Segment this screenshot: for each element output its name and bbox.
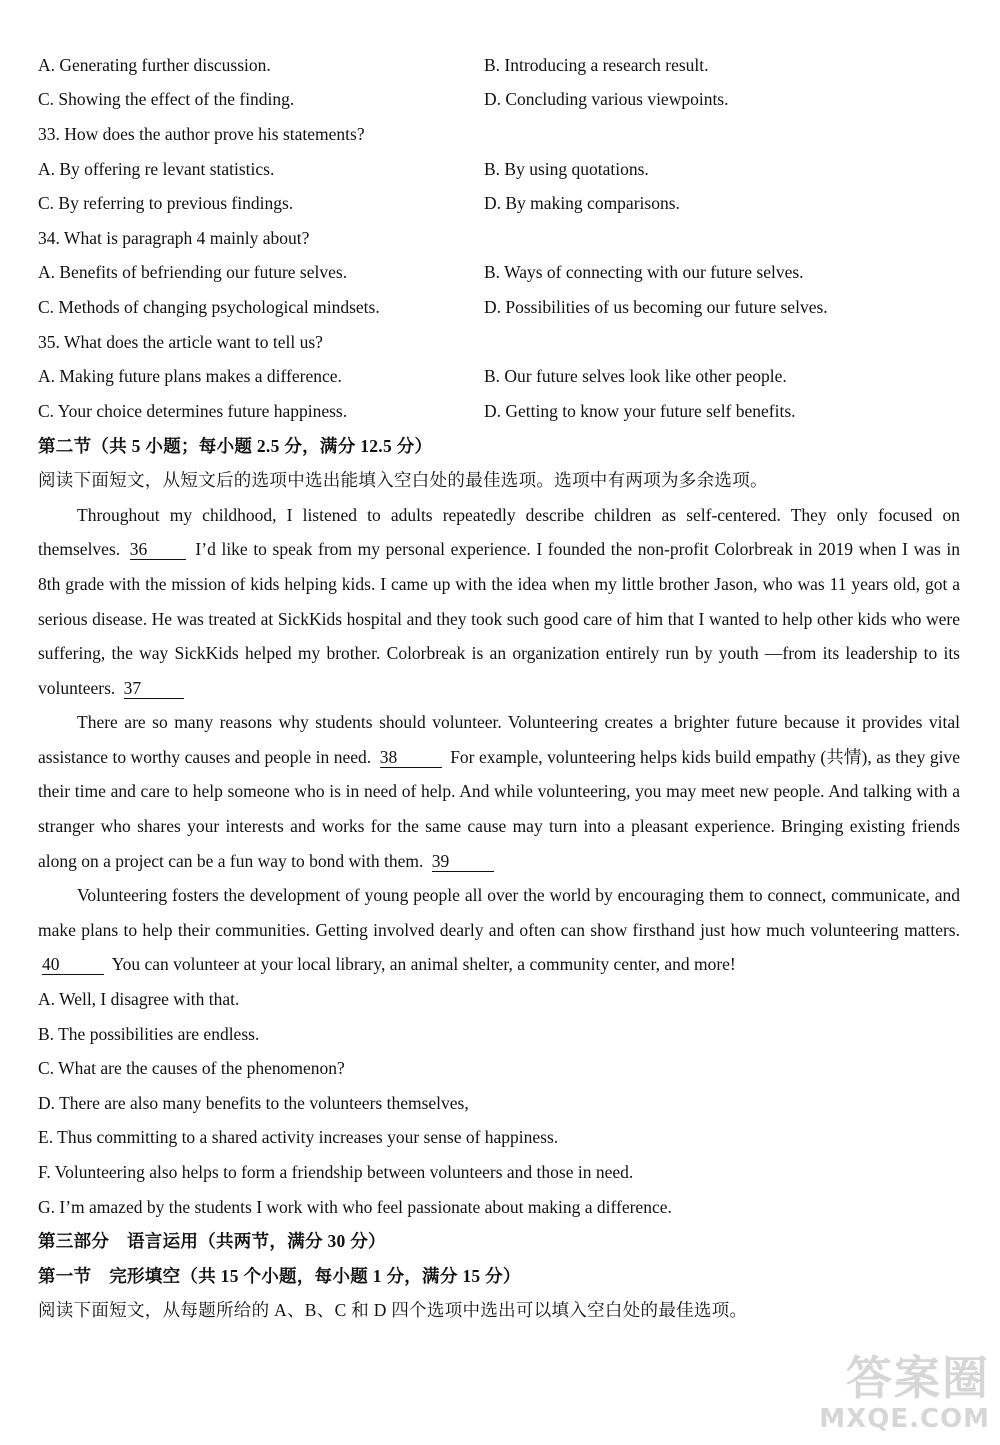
section2-option-list [38,982,960,1224]
q35-stem: 35. What does the article want to tell us? [38,331,323,352]
q33-options-row-2 [38,186,960,221]
paragraph-3-text-a: Volunteering fosters the development of young people all over the world by encouraging them to connect, communicate, and make plans to help their communities. Getting involved dearly and often can show firsthand just how much volunteering matters. [38,885,960,940]
blank-39: 39 [432,851,494,872]
section2-option-e: E. Thus committing to a shared activity increases your sense of happiness. [38,1127,559,1148]
q34-options-row-1 [38,256,960,291]
section2-option-d: D. There are also many benefits to the volunteers themselves, [38,1092,469,1113]
q33-option-a: A. By offering re levant statistics. [38,158,275,179]
section2-option-g: G. I’m amazed by the students I work with who feel passionate about making a difference. [38,1196,672,1217]
passage-paragraph-3 [38,878,960,982]
site-watermark [790,1352,990,1437]
section2-option-a: A. Well, I disagree with that. [38,989,240,1010]
paragraph-2-text-a: There are so many reasons why students should volunteer. Volunteering creates a brighter future because it provides vital assistance to worthy causes and people in need. [38,712,960,767]
q32-options-row-1 [38,48,960,83]
part3-subheading: 第一节 完形填空（共 15 个小题，每小题 1 分，满分 15 分） [38,1265,521,1286]
q35-option-a: A. Making future plans makes a difference. [38,366,342,387]
paragraph-1-text-a: Throughout my childhood, I listened to adults repeatedly describe children as self-centered. They only focused on themselves. [38,504,960,560]
paragraph-2-text-b: For example, volunteering helps kids build empathy (共情), as they give their time and care to help someone who is in need of help. And while volunteering, you may meet new people. And talking with a stranger who shares your interests and works for the same cause may turn into a pleasant experience. Bringing existing friends along on a project can be a fun way to bond with them. [38,746,961,871]
paragraph-1-text-b: I’d like to speak from my personal experience. I founded the non-profit Colorbreak in 2019 when I was in 8th grade with the mission of kids helping kids. I came up with the idea when my little brother Jason, who was 11 years old, got a serious disease. He was treated at SickKids hospital and they took such good care of him that I wanted to help other kids who were suffering, the way SickKids helped my brother. Colorbreak is an organization entirely run by youth —from its leadership to its volunteers. [38,539,961,698]
q34-option-c: C. Methods of changing psychological mindsets. [38,296,380,317]
blank-40: 40 [42,954,104,975]
q33-option-d: D. By making comparisons. [484,193,680,214]
blank-38: 38 [380,747,442,768]
q35-option-d: D. Getting to know your future self benefits. [484,400,796,421]
q32-option-d: D. Concluding various viewpoints. [484,89,729,110]
q33-option-c: C. By referring to previous findings. [38,193,294,214]
section2-option-c: C. What are the causes of the phenomenon? [38,1058,345,1079]
section2-heading: 第二节（共 5 小题；每小题 2.5 分，满分 12.5 分） [38,435,433,456]
q34-option-a: A. Benefits of befriending our future selves. [38,262,348,283]
blank-37: 37 [124,678,184,699]
q33-options-row-1 [38,152,960,187]
q32-option-b: B. Introducing a research result. [484,54,709,75]
q34-stem: 34. What is paragraph 4 mainly about? [38,227,310,248]
q33-stem: 33. How does the author prove his statements? [38,124,365,145]
section2-option-f: F. Volunteering also helps to form a friendship between volunteers and those in need. [38,1162,634,1182]
watermark-site: MXQE.COM [819,1404,990,1434]
q35-option-c: C. Your choice determines future happiness. [38,400,348,421]
exam-page [38,48,960,1328]
passage-paragraph-1 [38,498,960,706]
q32-option-c: C. Showing the effect of the finding. [38,89,295,110]
q35-options-row-2 [38,394,960,429]
q34-options-row-2 [38,290,960,325]
part3-instruction: 阅读下面短文，从每题所给的 A、B、C 和 D 四个选项中选出可以填入空白处的最佳选项。 [38,1300,748,1321]
q34-option-b: B. Ways of connecting with our future selves. [484,262,804,283]
blank-36: 36 [130,539,186,560]
q35-options-row-1 [38,359,960,394]
q32-options-row-2 [38,83,960,118]
q32-option-a: A. Generating further discussion. [38,54,271,75]
q34-option-d: D. Possibilities of us becoming our future selves. [484,296,828,317]
q33-option-b: B. By using quotations. [484,158,649,179]
section2-instruction: 阅读下面短文，从短文后的选项中选出能填入空白处的最佳选项。选项中有两项为多余选项。 [38,470,768,491]
paragraph-3-text-b: You can volunteer at your local library, an animal shelter, a community center, and more! [111,954,736,975]
part3-heading: 第三部分 语言运用（共两节，满分 30 分） [38,1231,386,1252]
q35-option-b: B. Our future selves look like other people. [484,366,787,387]
watermark-logo: 答案圈 [846,1351,990,1405]
passage-paragraph-2 [38,705,960,878]
section2-option-b: B. The possibilities are endless. [38,1023,260,1044]
